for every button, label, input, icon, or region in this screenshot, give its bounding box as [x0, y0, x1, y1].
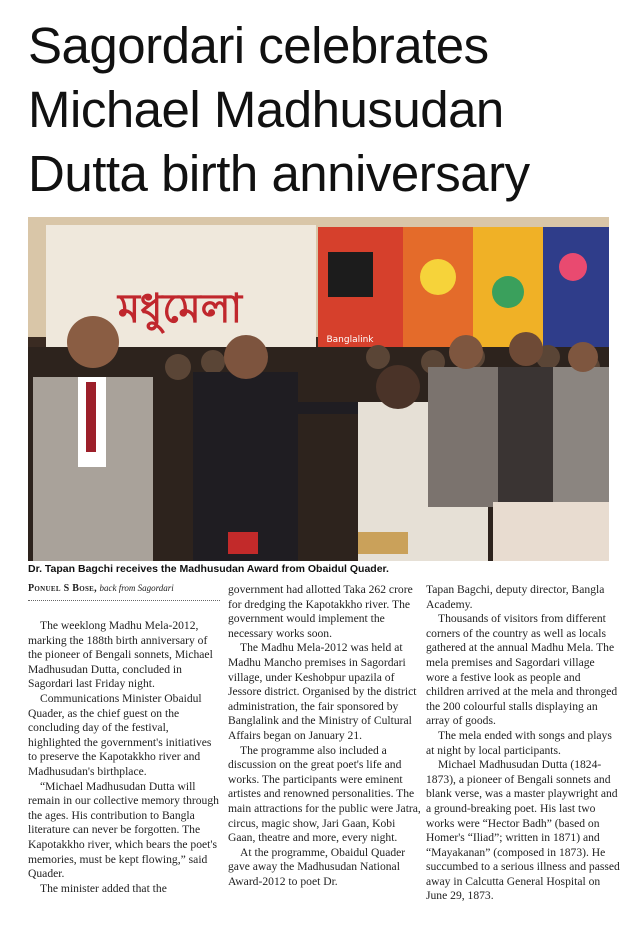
photo-caption: Dr. Tapan Bagchi receives the Madhusudan Award from Obaidul Quader. — [28, 563, 389, 575]
article-paragraph: Tapan Bagchi, deputy director, Bangla Academy. — [426, 583, 605, 611]
article-paragraph: At the programme, Obaidul Quader gave away the Madhusudan National Award-2012 to poet Dr. — [228, 845, 406, 888]
event-photo — [28, 217, 609, 561]
byline-location: back from Sagordari — [99, 583, 174, 593]
article-paragraph: The weeklong Madhu Mela-2012, marking the 188th birth anniversary of the pioneer of Bengali sonnets, Michael Madhusudan Dutta, concluded in Sagordari last Friday night. — [28, 619, 213, 691]
article-paragraph: government had allotted Taka 262 crore for dredging the Kapotakkho river. The government would implement the necessary works soon. — [228, 583, 413, 640]
article-paragraph: The minister added that the — [40, 881, 167, 895]
article-paragraph: “Michael Madhusudan Dutta will remain in our collective memory through the ages. His contribution to Bangla literature can never be forgotten. The Kapotakkho river, which bears the poet's memories, must be kept flowing,” said Quader. — [28, 779, 219, 881]
article-column-1 — [28, 619, 222, 896]
article-paragraph: Michael Madhusudan Dutta (1824-1873), a pioneer of Bengali sonnets and blank verse, was a master playwright and a ground-breaking poet. His last two works were “Hector Badh” (based on Homer's “Iliad”; written in 1871) and “Mayakanan” (composed in 1873). He succumbed to a serious illness and passed away in Calcutta General Hospital on June 29, 1873. — [426, 758, 620, 903]
sponsor-text: Banglalink — [326, 335, 374, 345]
headline — [28, 14, 628, 206]
article-paragraph: The mela ended with songs and plays at night by local participants. — [426, 728, 612, 757]
article-column-2 — [228, 583, 422, 889]
byline — [28, 583, 220, 601]
article-paragraph: Communications Minister Obaidul Quader, as the chief guest on the concluding day of the festival, highlighted the government's initiatives to preserve the Kapotakkho river and Madhusudan's birthplace. — [28, 691, 212, 778]
headline-line-1: Sagordari celebrates — [28, 17, 489, 74]
banner-text: মধুমেলা — [117, 286, 243, 332]
article-paragraph: The programme also included a discussion on the great poet's life and works. The participants were eminent artistes and renowned personalities. The main attractions for the public were Jatra, circus, magic show, Jari Gaan, Kobi Gaan, theatre and more, every night. — [228, 743, 421, 845]
event-photo-illustration — [28, 217, 609, 561]
article-paragraph: The Madhu Mela-2012 was held at Madhu Mancho premises in Sagordari village, under Keshobpur upazila of Jessore district. Organised by the district administration, the fair sponsored by Banglalink and the Ministry of Cultural Affairs began on January 21. — [228, 641, 417, 742]
article-column-3 — [426, 583, 620, 904]
headline-line-2: Michael Madhusudan — [28, 81, 504, 138]
byline-author: Ponuel S Bose, — [28, 583, 97, 594]
headline-line-3: Dutta birth anniversary — [28, 145, 530, 202]
article-paragraph: Thousands of visitors from different corners of the country as well as locals gathered at the annual Madhu Mela. The mela premises and Sagordari village wore a festive look as people and children arrived at the mela and thronged the 200 colourful stalls displaying an array of goods. — [426, 612, 618, 728]
